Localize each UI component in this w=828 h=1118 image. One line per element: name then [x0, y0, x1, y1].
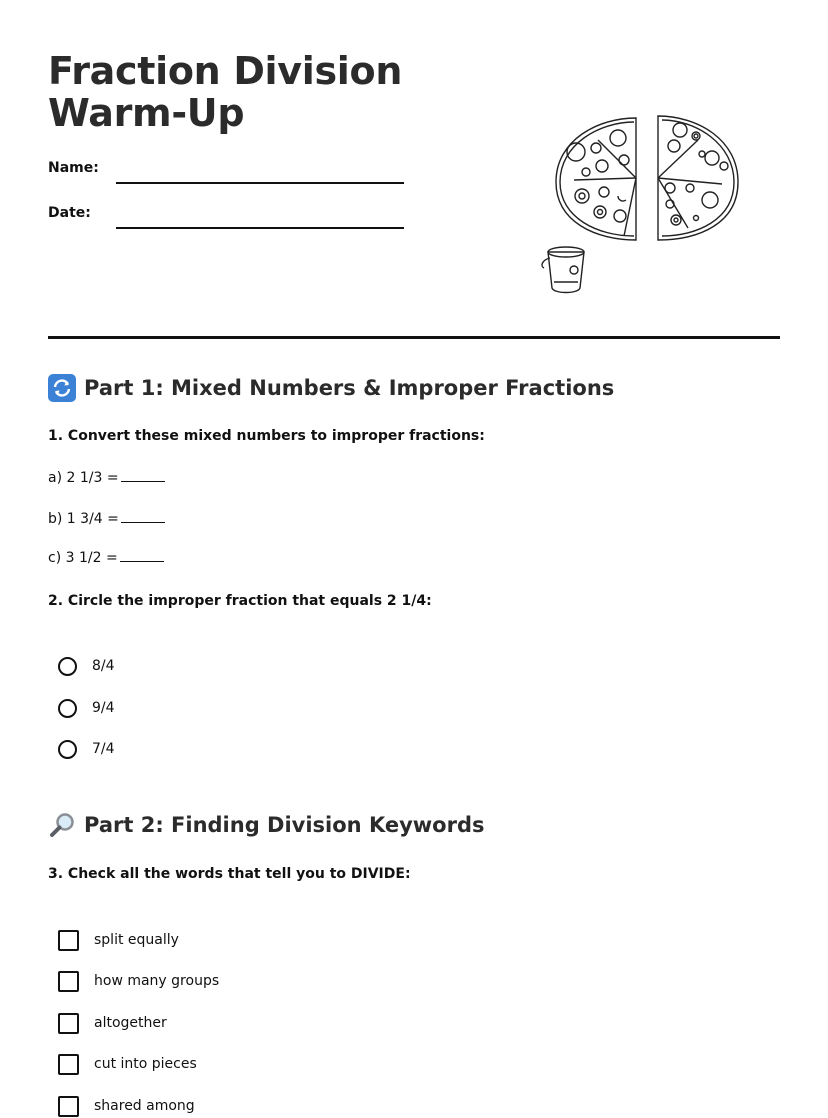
- date-line[interactable]: [116, 227, 404, 229]
- checkbox-label: shared among: [94, 1098, 195, 1114]
- checkbox[interactable]: [58, 930, 79, 951]
- radio-circle[interactable]: [58, 657, 77, 676]
- part1-heading: [48, 374, 614, 402]
- part2-heading-text: Part 2: Finding Division Keywords: [84, 813, 485, 837]
- magnifying-glass-icon: [48, 811, 76, 839]
- radio-circle[interactable]: [58, 699, 77, 718]
- radio-label: 7/4: [92, 741, 115, 757]
- checkbox-option-altogether[interactable]: [58, 1011, 167, 1035]
- name-field: [48, 160, 408, 184]
- part1-heading-text: Part 1: Mixed Numbers & Improper Fractions: [84, 376, 615, 400]
- arrows-cycle-icon: [48, 374, 76, 402]
- answer-blank-a[interactable]: [121, 469, 165, 482]
- pizza-cut-in-half-icon: [538, 110, 748, 300]
- radio-option-8-4[interactable]: [58, 654, 115, 678]
- checkbox-option-cut-into-pieces[interactable]: [58, 1052, 197, 1076]
- checkbox-label: cut into pieces: [94, 1056, 197, 1072]
- question-1: 1. Convert these mixed numbers to improper fractions:: [48, 428, 485, 444]
- checkbox-option-split-equally[interactable]: [58, 928, 179, 952]
- conversion-item-c: [48, 549, 164, 566]
- answer-blank-c[interactable]: [120, 549, 164, 562]
- conversion-item-a-text: a) 2 1/3 =: [48, 470, 119, 486]
- checkbox[interactable]: [58, 1054, 79, 1075]
- checkbox[interactable]: [58, 971, 79, 992]
- section-divider: [48, 336, 780, 339]
- radio-option-7-4[interactable]: [58, 737, 115, 761]
- part2-heading: [48, 811, 485, 839]
- checkbox-label: altogether: [94, 1015, 167, 1031]
- checkbox-option-shared-among[interactable]: [58, 1094, 195, 1118]
- date-field: [48, 205, 408, 229]
- checkbox-option-how-many-groups[interactable]: [58, 969, 219, 993]
- name-line[interactable]: [116, 182, 404, 184]
- conversion-item-b-text: b) 1 3/4 =: [48, 511, 119, 527]
- checkbox-label: how many groups: [94, 973, 220, 989]
- radio-option-9-4[interactable]: [58, 696, 115, 720]
- name-label: Name:: [48, 160, 99, 176]
- conversion-item-c-text: c) 3 1/2 =: [48, 550, 118, 566]
- radio-circle[interactable]: [58, 740, 77, 759]
- question-3: 3. Check all the words that tell you to DIVIDE:: [48, 866, 411, 882]
- checkbox[interactable]: [58, 1013, 79, 1034]
- checkbox[interactable]: [58, 1096, 79, 1117]
- conversion-item-a: [48, 469, 165, 486]
- worksheet-page: [48, 0, 780, 1118]
- radio-label: 8/4: [92, 658, 115, 674]
- radio-label: 9/4: [92, 700, 115, 716]
- date-label: Date:: [48, 205, 91, 221]
- question-2: 2. Circle the improper fraction that equals 2 1/4:: [48, 593, 432, 609]
- page-title: Fraction Division Warm-Up: [48, 49, 403, 135]
- conversion-item-b: [48, 510, 165, 527]
- checkbox-label: split equally: [94, 932, 179, 948]
- answer-blank-b[interactable]: [121, 510, 165, 523]
